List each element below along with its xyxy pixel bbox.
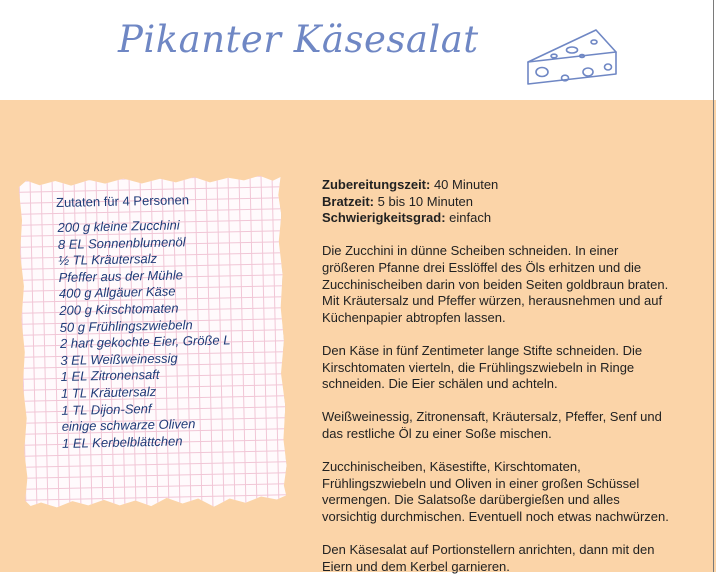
ingredient-item: ½ TL Kräutersalz	[58, 251, 158, 269]
page-edge	[713, 0, 714, 572]
ingredient-item: 1 TL Kräutersalz	[60, 383, 157, 401]
ingredient-item: 400 g Allgäuer Käse	[58, 283, 176, 302]
prep-time-label: Zubereitungszeit:	[322, 177, 431, 192]
ingredients-card	[19, 175, 288, 510]
instruction-step: Zucchinischeiben, Käsestifte, Kirschtomaten, Frühlingszwiebeln und Oliven in einer großen Schüssel vermengen. Die Salatsoße darübergießen und alles vorsichtig durchmischen. Eventuell noch etwas nachwürzen.	[322, 459, 669, 524]
recipe-header	[0, 0, 716, 100]
ingredient-item: 1 TL Dijon-Senf	[61, 400, 152, 418]
ingredient-item: 1 EL Kerbelblättchen	[61, 433, 183, 451]
recipe-title: Pikanter Käsesalat	[118, 18, 479, 61]
fry-time-value: 5 bis 10 Minuten	[374, 193, 474, 209]
instruction-step: Die Zucchini in dünne Scheiben schneiden. In einer größeren Pfanne drei Esslöffel des Öls erhitzen und die Zucchinischeiben darin von beiden Seiten goldbraun braten. Mit Kräutersalz und Pfeffer würzen, herausnehmen und auf Küchenpapier abtropfen lassen.	[322, 243, 669, 325]
ingredient-item: Pfeffer aus der Mühle	[58, 267, 184, 285]
difficulty-label: Schwierigkeitsgrad:	[322, 210, 446, 226]
prep-time-value: 40 Minuten	[430, 177, 499, 192]
difficulty-value: einfach	[445, 210, 492, 226]
ingredients-list	[57, 216, 232, 452]
instruction-step: Den Käsesalat auf Portionstellern anrichten, dann mit den Eiern und dem Kerbel garnieren.	[322, 542, 655, 574]
instruction-step: Weißweinessig, Zitronensaft, Kräutersalz, Pfeffer, Senf und das restliche Öl zu einer Soße mischen.	[322, 409, 662, 441]
ingredient-item: 200 g kleine Zucchini	[57, 217, 180, 235]
ingredient-item: 1 EL Zitronensaft	[60, 367, 160, 385]
cheese-icon	[524, 22, 624, 94]
fry-time-label: Bratzeit:	[322, 193, 375, 209]
ingredient-item: 8 EL Sonnenblumenöl	[57, 233, 186, 252]
prep-time	[322, 177, 674, 194]
instruction-step: Den Käse in fünf Zentimeter lange Stifte schneiden. Die Kirschtomaten vierteln, die Frühlingszwiebeln in Ringe schneiden. Die Eier schälen und achteln.	[322, 342, 643, 392]
ingredient-item: einige schwarze Oliven	[61, 416, 196, 435]
ingredient-item: 50 g Frühlingszwiebeln	[59, 316, 193, 335]
recipe-instructions	[322, 177, 674, 575]
difficulty	[322, 210, 674, 227]
ingredient-item: 3 EL Weißweinessig	[60, 350, 178, 368]
ingredients-heading: Zutaten für 4 Personen	[55, 192, 190, 210]
ingredient-item: 200 g Kirschtomaten	[59, 300, 179, 318]
recipe-meta	[322, 177, 674, 227]
fry-time	[322, 194, 674, 211]
ingredient-item: 2 hart gekochte Eier, Größe L	[59, 332, 231, 352]
